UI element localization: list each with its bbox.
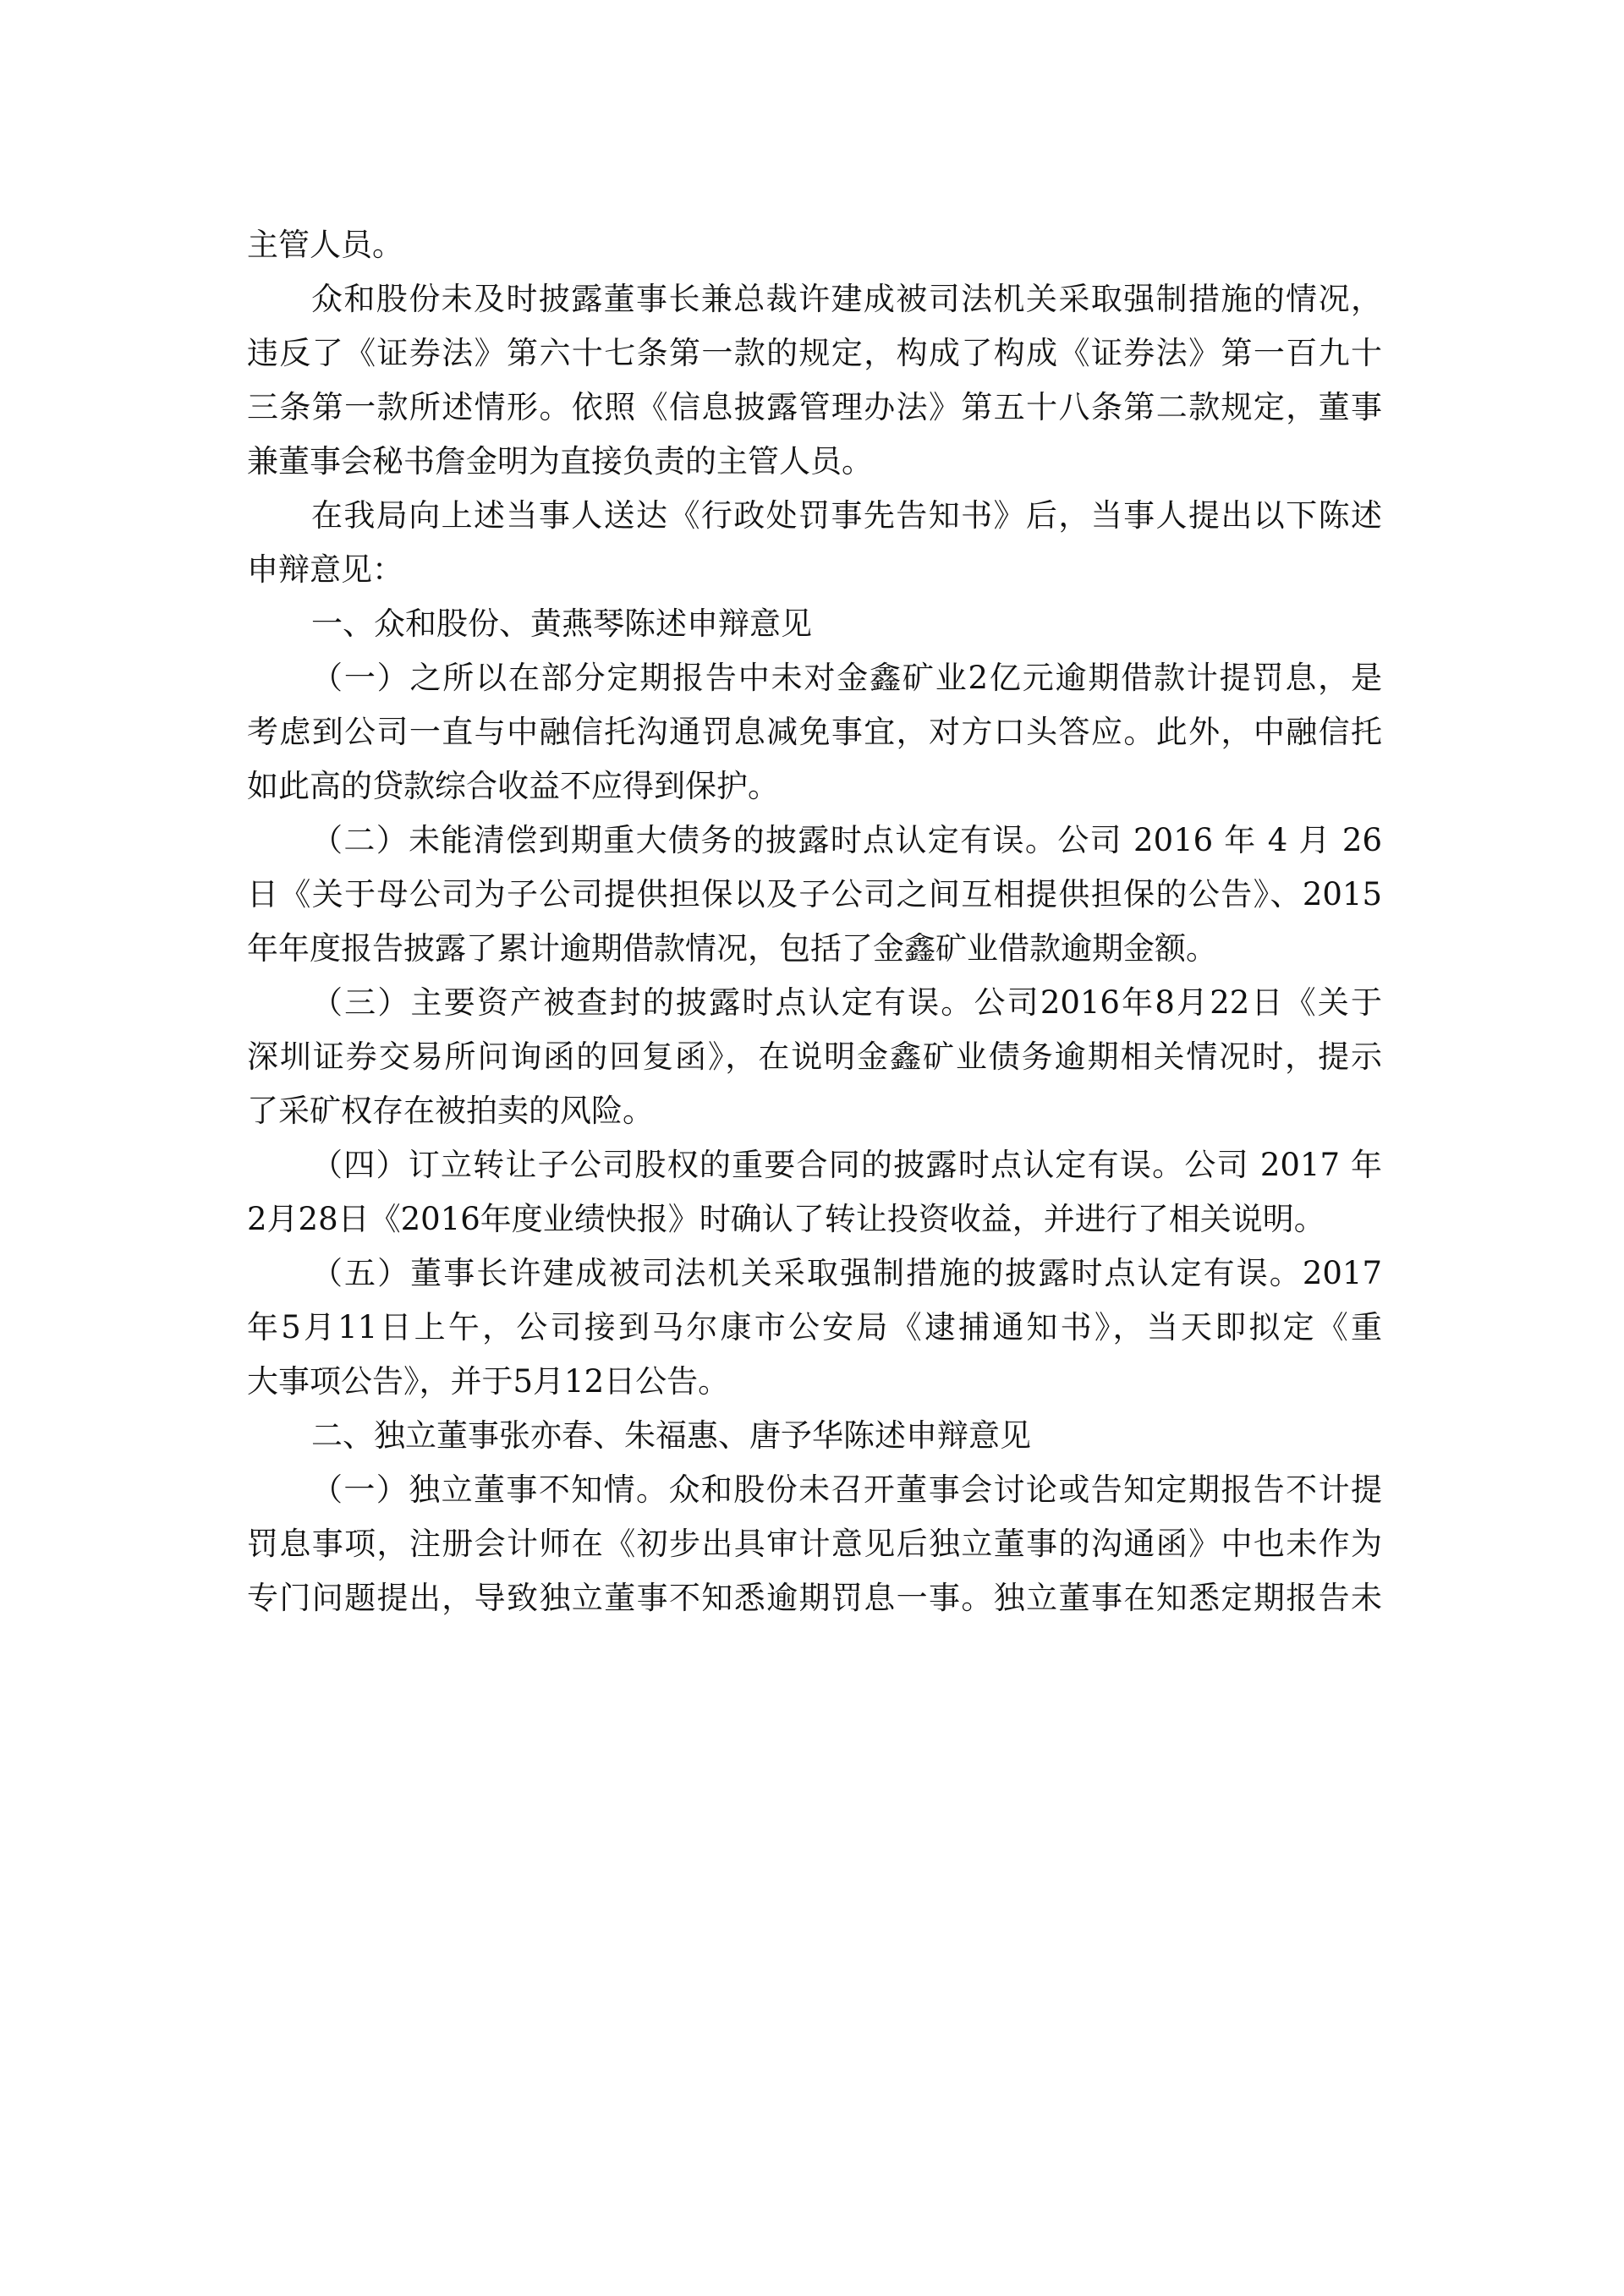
paragraph-item-1-2: [247, 814, 1382, 976]
text-line: 众和股份未及时披露董事长兼总裁许建成被司法机关采取强制措施的情况，: [311, 281, 1382, 317]
paragraph-continuation: [247, 218, 1382, 272]
text-line: 兼董事会秘书詹金明为直接负责的主管人员。: [247, 443, 873, 479]
section-heading-2: [247, 1409, 1382, 1463]
heading-text: 二、独立董事张亦春、朱福惠、唐予华陈述申辩意见: [311, 1417, 1031, 1454]
paragraph-item-1-5: [247, 1247, 1382, 1409]
text-line: 2月28日《2016年度业绩快报》时确认了转让投资收益，并进行了相关说明。: [247, 1201, 1325, 1237]
text-line: 专门问题提出，导致独立董事不知悉逾期罚息一事。独立董事在知悉定期报告未: [247, 1580, 1382, 1616]
text-line: 违反了《证券法》第六十七条第一款的规定，构成了构成《证券法》第一百九十: [247, 335, 1382, 371]
text-line: 主管人员。: [247, 227, 403, 263]
document-page: [247, 218, 1382, 1625]
paragraph-item-1-4: [247, 1138, 1382, 1247]
text-line: 如此高的贷款综合收益不应得到保护。: [247, 768, 779, 804]
text-line: 深圳证券交易所问询函的回复函》，在说明金鑫矿业债务逾期相关情况时，提示: [247, 1038, 1382, 1075]
text-line: （一）之所以在部分定期报告中未对金鑫矿业2亿元逾期借款计提罚息，是: [311, 660, 1382, 696]
paragraph-violation-finding: [247, 272, 1382, 489]
paragraph-item-1-3: [247, 976, 1382, 1138]
text-line: 年年度报告披露了累计逾期借款情况，包括了金鑫矿业借款逾期金额。: [247, 930, 1217, 967]
text-line: 了采矿权存在被拍卖的风险。: [247, 1093, 654, 1129]
paragraph-item-2-1: [247, 1463, 1382, 1625]
text-line: 日《关于母公司为子公司提供担保以及子公司之间互相提供担保的公告》、2015: [247, 876, 1382, 912]
text-line: 三条第一款所述情形。依照《信息披露管理办法》第五十八条第二款规定，董事: [247, 389, 1382, 425]
heading-text: 一、众和股份、黄燕琴陈述申辩意见: [311, 606, 812, 642]
paragraph-item-1-1: [247, 651, 1382, 814]
text-line: 申辩意见：: [247, 551, 403, 588]
text-line: （五）董事长许建成被司法机关采取强制措施的披露时点认定有误。2017: [311, 1255, 1382, 1291]
text-line: 年5月11日上午，公司接到马尔康市公安局《逮捕通知书》，当天即拟定《重: [247, 1309, 1382, 1345]
text-line: （二）未能清偿到期重大债务的披露时点认定有误。公司 2016 年 4 月 26: [311, 822, 1382, 858]
text-line: （四）订立转让子公司股权的重要合同的披露时点认定有误。公司 2017 年: [311, 1147, 1382, 1183]
text-line: 罚息事项，注册会计师在《初步出具审计意见后独立董事的沟通函》中也未作为: [247, 1526, 1382, 1562]
text-line: （三）主要资产被查封的披露时点认定有误。公司2016年8月22日《关于: [311, 984, 1382, 1021]
text-line: （一）独立董事不知情。众和股份未召开董事会讨论或告知定期报告不计提: [311, 1471, 1382, 1508]
section-heading-1: [247, 597, 1382, 651]
text-line: 大事项公告》，并于5月12日公告。: [247, 1363, 730, 1400]
paragraph-statement-intro: [247, 489, 1382, 597]
text-line: 在我局向上述当事人送达《行政处罚事先告知书》后，当事人提出以下陈述: [311, 497, 1382, 534]
text-line: 考虑到公司一直与中融信托沟通罚息减免事宜，对方口头答应。此外，中融信托: [247, 714, 1382, 750]
